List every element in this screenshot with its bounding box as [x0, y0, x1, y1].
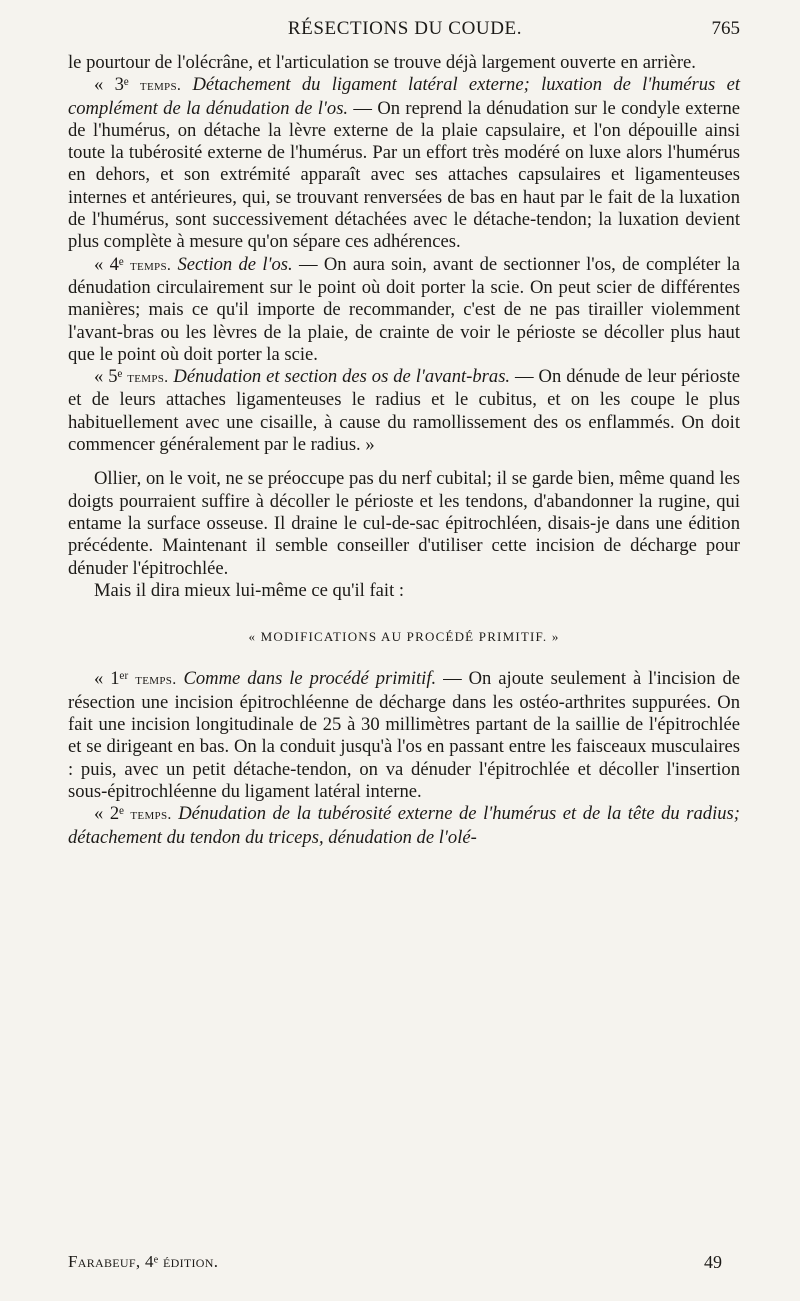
signature-mark: 49 — [704, 1252, 722, 1272]
paragraph-text: Mais il dira mieux lui-même ce qu'il fait : — [94, 579, 405, 601]
paragraph — [68, 52, 740, 74]
paragraph-step-2 — [68, 803, 740, 849]
step-label: temps. — [135, 671, 177, 689]
paragraph-text: — On aura soin, avant de sectionner l'os, de compléter la dénudation circulairement sur le point où doit porter la scie. On peut scier de différentes manières; mais ce qu'il importe de recommander, c'est de ne pas tirailler violemment l'avant-bras ou les lèvres de la plaie, de crainte de voir le périoste se décoller plus haut que le point où doit porter la scie. — [68, 253, 740, 365]
page-body — [68, 52, 740, 849]
page-header — [70, 18, 740, 46]
step-title: Section de l'os. — [171, 253, 293, 275]
paragraph — [68, 580, 740, 602]
step-label: temps. — [127, 369, 169, 387]
running-title: RÉSECTIONS DU COUDE. — [287, 18, 523, 39]
paragraph-text: Ollier, on le voit, ne se préoccupe pas du nerf cubital; il se garde bien, même quand les doigts pourraient suffire à décoller le périoste et les tendons, d'abandonner la rugine, qui entame la surface osseuse. Il draine le cul-de-sac épitrochléen, disais-je dans une édition précédente. Maintenant il semble conseiller d'utiliser cette incision de décharge pour dénuder l'épitrochlée. — [68, 468, 740, 579]
paragraph — [68, 468, 740, 579]
step-number: « 4ᵉ — [94, 253, 130, 275]
step-title: Détachement du ligament latéral externe; luxation de l'humérus et complément de la dénudation de l'os. — [68, 74, 740, 119]
paragraph-text: le pourtour de l'olécrâne, et l'articulation se trouve déjà largement ouverte en arrière. — [68, 52, 696, 73]
section-subheading: « MODIFICATIONS AU PROCÉDÉ PRIMITIF. » — [248, 629, 560, 645]
paragraph-step-4 — [68, 254, 740, 366]
step-number: « 1ᵉʳ — [94, 668, 136, 690]
step-number: « 2ᵉ — [94, 803, 131, 825]
paragraph-text: — On dénude de leur périoste et de leurs attaches ligamenteuses le radius et le cubitus, et on les coupe le plus habituellement avec une cisaille, à cause du ramollissement des os enflammés. On doit commencer généralement par le radius. » — [68, 366, 740, 456]
step-label: temps. — [129, 256, 172, 274]
signature-line: Farabeuf, 4ᵉ édition. — [68, 1252, 219, 1271]
page-footer — [68, 1252, 740, 1276]
step-title: Dénudation de la tubérosité externe de l'humérus et de la tête du radius; détachement du tendon du triceps, dénudation de l'olé- — [68, 803, 740, 848]
page-number: 765 — [711, 18, 740, 39]
paragraph-gap — [68, 456, 740, 468]
step-number: « 3ᵉ — [94, 74, 140, 96]
step-title: Comme dans le procédé primitif. — [176, 668, 437, 690]
paragraph-text: — On ajoute seulement à l'incision de résection une incision épitrochléenne de décharge dans les ostéo-arthrites suppurées. On fait une incision longitudinale de 25 à 30 millimètres partant de la saillie de l'épitrochlée et se dirigeant en bas. On la conduit jusqu'à l'os en passant entre les faisceaux musculaires : puis, avec un petit détache-tendon, on va dénuder l'épitrochlée et décoller l'insertion sous-épitrochléenne du ligament latéral interne. — [68, 668, 741, 802]
paragraph-step-5 — [68, 366, 740, 456]
step-number: « 5ᵉ — [94, 366, 128, 388]
step-title: Dénudation et section des os de l'avant-bras. — [168, 366, 511, 388]
step-label: temps. — [130, 806, 172, 824]
paragraph-step-3 — [68, 74, 740, 253]
paragraph-step-1 — [68, 668, 740, 803]
step-label: temps. — [139, 77, 182, 95]
paragraph-text: — On reprend la dénudation sur le condyle externe de l'humérus, on détache la lèvre externe de la plaie capsulaire, et l'on dépouille ainsi toute la tubérosité externe de l'humérus. Par un effort très modéré on luxe alors l'humérus en dehors, et son extrémité apparaît avec ses attaches capsulaires et ligamenteuses internes et antérieures, qui, se trouvant renversées de bas en haut par le fait de la luxation de l'humérus, sont successivement détachées avec le détache-tendon; la luxation devient plus complète à mesure qu'on sépare ces adhérences. — [68, 97, 740, 253]
